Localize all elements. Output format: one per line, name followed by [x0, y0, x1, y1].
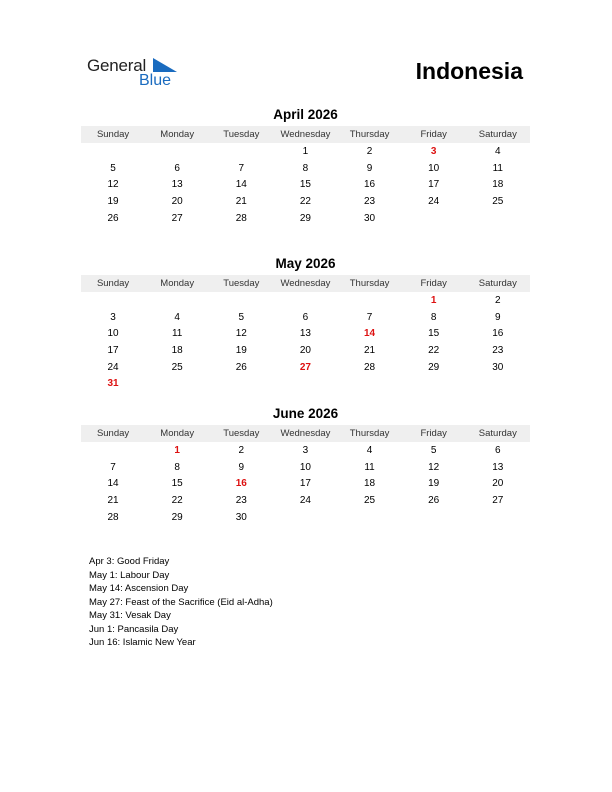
- day-cell: 24: [428, 195, 440, 207]
- day-cell: 4: [174, 311, 180, 323]
- day-cell: 10: [299, 461, 311, 473]
- day-cell: 18: [492, 179, 504, 191]
- weekday-label: Sunday: [96, 278, 130, 289]
- day-cell: 12: [428, 461, 440, 473]
- month-title: June 2026: [272, 406, 339, 421]
- holiday-entry: Jun 1: Pancasila Day: [89, 623, 179, 635]
- day-cell: 19: [428, 478, 440, 490]
- day-cell: 9: [495, 311, 501, 323]
- day-cell: 16: [492, 328, 504, 340]
- day-cell: 22: [428, 344, 440, 356]
- holiday-day-cell: 1: [174, 444, 180, 456]
- weekday-label: Thursday: [349, 129, 390, 140]
- weekday-label: Tuesday: [223, 129, 260, 140]
- weekday-label: Sunday: [96, 129, 130, 140]
- day-cell: 26: [107, 212, 119, 224]
- month-calendar: [81, 106, 530, 226]
- holiday-list: [89, 555, 273, 650]
- day-cell: 20: [492, 478, 504, 490]
- day-cell: 26: [235, 361, 247, 373]
- country-title: Indonesia: [415, 58, 523, 84]
- day-cell: 5: [110, 162, 116, 174]
- day-cell: 27: [492, 494, 504, 506]
- day-cell: 23: [492, 344, 504, 356]
- month-calendar: [81, 255, 530, 392]
- day-cell: 18: [171, 344, 183, 356]
- day-cell: 6: [302, 311, 309, 323]
- day-cell: 11: [364, 461, 375, 473]
- week-row: [81, 342, 530, 359]
- day-cell: 21: [235, 195, 247, 207]
- day-cell: 19: [235, 344, 247, 356]
- weekday-label: Friday: [420, 278, 447, 289]
- week-row: [81, 160, 530, 177]
- day-cell: 16: [364, 179, 376, 191]
- day-cell: 3: [302, 444, 309, 456]
- weekday-label: Thursday: [349, 278, 390, 289]
- week-row: [81, 176, 530, 193]
- day-cell: 13: [492, 461, 504, 473]
- day-cell: 27: [171, 212, 183, 224]
- weekday-label: Wednesday: [280, 428, 331, 439]
- day-cell: 21: [364, 344, 376, 356]
- month-title: May 2026: [275, 256, 336, 271]
- day-cell: 17: [299, 478, 311, 490]
- weekday-label: Monday: [160, 278, 195, 289]
- day-cell: 30: [492, 361, 504, 373]
- week-row: [81, 359, 530, 376]
- weekday-header: [81, 126, 530, 143]
- holiday-entry: May 27: Feast of the Sacrifice (Eid al-Adha): [89, 596, 273, 608]
- weekday-label: Wednesday: [280, 278, 331, 289]
- day-cell: 2: [495, 294, 501, 306]
- day-cell: 21: [107, 494, 119, 506]
- weekday-label: Tuesday: [223, 278, 260, 289]
- day-cell: 8: [302, 162, 309, 174]
- holiday-day-cell: 16: [235, 478, 247, 490]
- weekday-label: Thursday: [349, 428, 390, 439]
- generalblue-logo: [87, 56, 187, 92]
- week-row: [81, 509, 530, 526]
- day-cell: 6: [495, 444, 501, 456]
- day-cell: 24: [107, 361, 119, 373]
- holiday-day-cell: 14: [364, 328, 376, 340]
- week-row: [81, 143, 530, 160]
- holiday-entry: Jun 16: Islamic New Year: [89, 637, 196, 648]
- holiday-entry: Apr 3: Good Friday: [89, 556, 170, 567]
- day-cell: 8: [174, 461, 180, 473]
- day-cell: 4: [495, 145, 501, 157]
- day-cell: 9: [238, 461, 245, 473]
- day-cell: 15: [428, 328, 440, 340]
- day-cell: 1: [302, 145, 309, 157]
- logo-text-blue: Blue: [139, 72, 172, 89]
- day-cell: 23: [364, 195, 376, 207]
- holiday-day-cell: 3: [430, 145, 437, 157]
- weekday-label: Tuesday: [223, 428, 260, 439]
- week-row: [81, 210, 530, 227]
- week-row: [81, 375, 530, 392]
- weekday-label: Saturday: [478, 278, 517, 289]
- holiday-entry: May 14: Ascension Day: [89, 583, 189, 594]
- day-cell: 14: [235, 179, 247, 191]
- day-cell: 2: [366, 145, 373, 157]
- day-cell: 25: [171, 361, 183, 373]
- weekday-label: Monday: [160, 428, 195, 439]
- day-cell: 17: [428, 179, 440, 191]
- day-cell: 5: [430, 444, 437, 456]
- week-row: [81, 292, 530, 309]
- week-row: [81, 475, 530, 492]
- weekday-label: Friday: [420, 428, 447, 439]
- month-title: April 2026: [273, 107, 338, 122]
- month-calendar: [81, 405, 530, 525]
- holiday-entry: May 1: Labour Day: [89, 569, 170, 581]
- day-cell: 29: [171, 511, 183, 523]
- day-cell: 9: [366, 162, 373, 174]
- day-cell: 11: [492, 162, 503, 174]
- day-cell: 7: [110, 461, 116, 473]
- week-row: [81, 193, 530, 210]
- logo-triangle-icon: [153, 58, 177, 72]
- day-cell: 25: [364, 494, 376, 506]
- day-cell: 30: [235, 511, 247, 523]
- day-cell: 28: [235, 212, 247, 224]
- day-cell: 10: [107, 328, 119, 340]
- day-cell: 3: [110, 311, 116, 323]
- day-cell: 24: [299, 494, 311, 506]
- day-cell: 22: [299, 195, 311, 207]
- day-cell: 29: [299, 212, 311, 224]
- weekday-label: Saturday: [478, 428, 517, 439]
- holiday-day-cell: 27: [299, 361, 311, 373]
- day-cell: 12: [235, 328, 247, 340]
- holiday-day-cell: 1: [430, 294, 437, 306]
- day-cell: 6: [174, 162, 180, 174]
- day-cell: 30: [364, 212, 376, 224]
- day-cell: 17: [107, 344, 119, 356]
- day-cell: 13: [299, 328, 311, 340]
- weekday-label: Sunday: [96, 428, 130, 439]
- day-cell: 23: [235, 494, 247, 506]
- weekday-label: Friday: [420, 129, 447, 140]
- day-cell: 20: [299, 344, 311, 356]
- day-cell: 15: [299, 179, 311, 191]
- day-cell: 8: [430, 311, 437, 323]
- day-cell: 26: [428, 494, 440, 506]
- day-cell: 13: [171, 179, 183, 191]
- day-cell: 20: [171, 195, 183, 207]
- day-cell: 18: [364, 478, 376, 490]
- logo-text-general: General: [87, 56, 147, 75]
- day-cell: 14: [107, 478, 119, 490]
- holiday-entry: May 31: Vesak Day: [89, 610, 171, 621]
- day-cell: 15: [171, 478, 183, 490]
- week-row: [81, 459, 530, 476]
- week-row: [81, 325, 530, 342]
- holiday-day-cell: 31: [107, 378, 119, 390]
- day-cell: 7: [366, 311, 373, 323]
- week-row: [81, 492, 530, 509]
- day-cell: 2: [238, 444, 245, 456]
- day-cell: 19: [107, 195, 119, 207]
- weekday-label: Saturday: [478, 129, 517, 140]
- day-cell: 4: [366, 444, 373, 456]
- day-cell: 5: [238, 311, 245, 323]
- day-cell: 10: [428, 162, 440, 174]
- day-cell: 22: [171, 494, 183, 506]
- day-cell: 7: [238, 162, 245, 174]
- day-cell: 29: [428, 361, 440, 373]
- day-cell: 28: [107, 511, 119, 523]
- weekday-label: Monday: [160, 129, 195, 140]
- week-row: [81, 309, 530, 326]
- weekday-header: [81, 425, 530, 442]
- day-cell: 28: [364, 361, 376, 373]
- weekday-header: [81, 275, 530, 292]
- week-row: [81, 442, 530, 459]
- weekday-label: Wednesday: [280, 129, 331, 140]
- day-cell: 25: [492, 195, 504, 207]
- day-cell: 11: [171, 328, 183, 340]
- day-cell: 12: [107, 179, 119, 191]
